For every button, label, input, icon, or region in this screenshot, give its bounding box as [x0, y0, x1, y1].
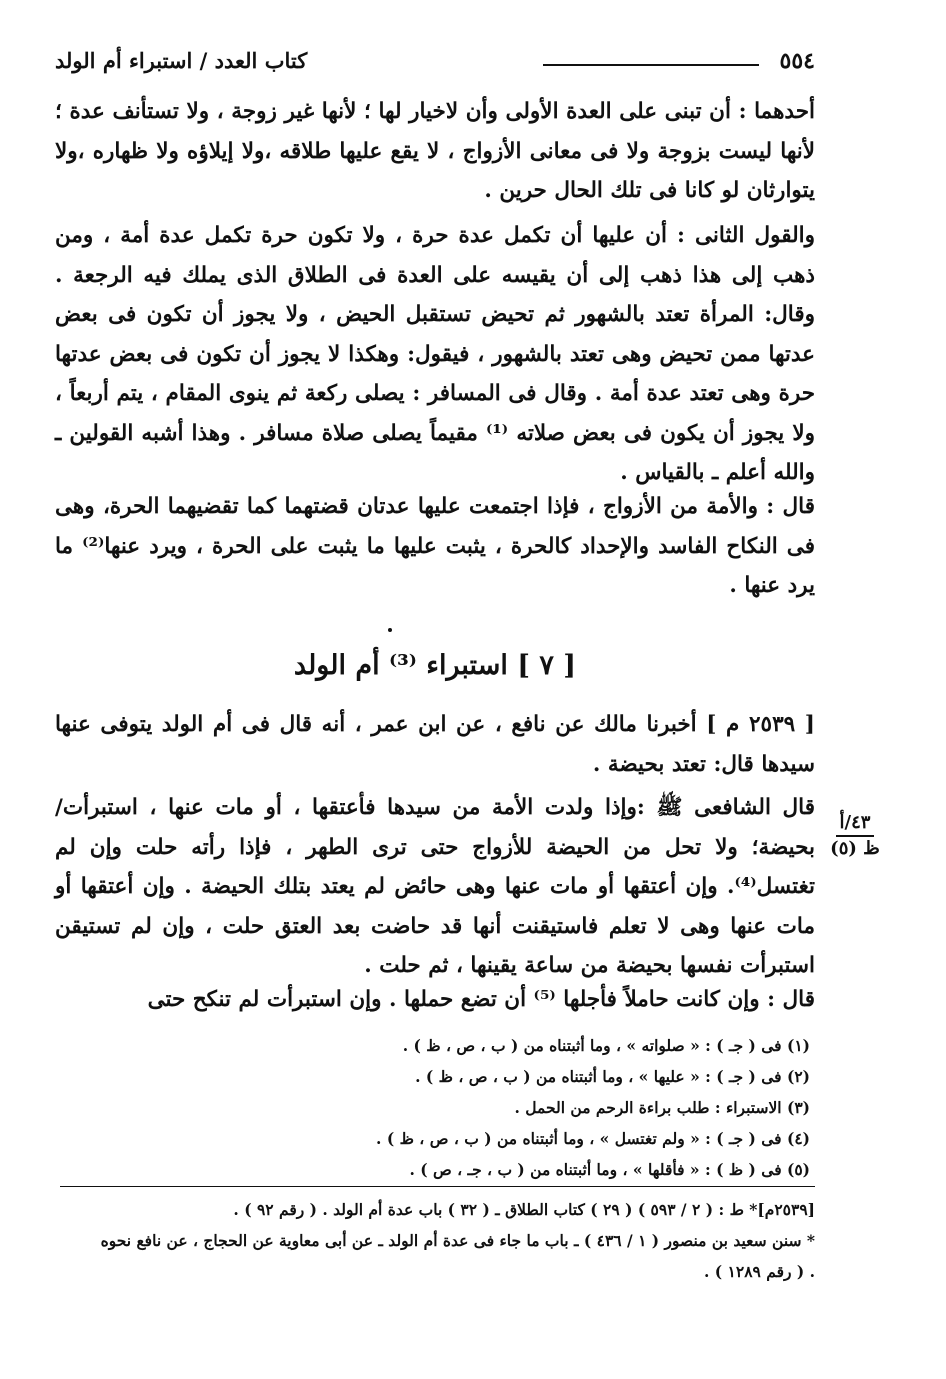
paragraph-text: أخبرنا مالك عن نافع ، عن ابن عمر ، أنه قال فى أم الولد يتوفى عنها سيدها قال: تعتد بحيضة .	[55, 712, 815, 777]
footnote-1: (١) فى ( جـ ) : « صلواته » ، وما أثبتناه من ( ب ، ص ، ظ ) .	[402, 1036, 810, 1055]
section-title: [ ٧ ] استبراء ⁽³⁾ أم الولد	[293, 650, 577, 681]
page-header	[55, 44, 815, 84]
source-references	[100, 1194, 815, 1287]
margin-ref-line	[836, 835, 874, 837]
hadith-number: [ ٢٥٣٩ م ]	[706, 712, 815, 737]
paragraph-6	[55, 980, 815, 1020]
footnote-2: (٢) فى ( جـ ) : « عليها » ، وما أثبتناه من ( ب ، ص ، ظ ) .	[415, 1067, 810, 1086]
paragraph-text: أن تبنى على العدة الأولى وأن لاخيار لها ؛ لأنها غير زوجة ، ولا تستأنف عدة ؛ لأنها ليست بزوجة ولا فى معانى الأزواج ، لا يقع عليها طلاقه ،ولا إيلاؤه ولا ظهاره ،ولا يتوارثان لو كانا فى تلك الحال حرين .	[55, 99, 815, 203]
paragraph-text: وإذا ولدت الأمة من سيدها فأعتقها ، أو مات عنها ، استبرأت/ بحيضة؛ ولا تحل من الحيضة للأزواج حتى ترى الطهر ، فإذا رأته حلت وإن لم تغتسل⁽⁴⁾. وإن أعتقها أو مات عنها وهى حائض لم يعتد بتلك الحيضة . وإن أعتقها أو مات عنها وهى لا تعلم فاستيقنت أنها قد حاضت بعد العتق حلت ، وإن لم تستيقن استبرأت نفسها بحيضة من ساعة يقينها ، ثم حلت .	[55, 795, 815, 978]
paragraph-text: وإن كانت حاملاً فأجلها ⁽⁵⁾ أن تضع حملها . وإن استبرأت لم تنكح حتى	[147, 987, 768, 1012]
paragraph-1	[55, 92, 815, 211]
paragraph-lead: والقول الثانى :	[677, 223, 815, 248]
running-title: كتاب العدد / استبراء أم الولد	[55, 48, 308, 73]
header-rule	[543, 64, 759, 66]
page-number: ٥٥٤	[779, 48, 815, 74]
margin-ref-top: ٤٣/أ	[839, 812, 871, 833]
paragraph-3	[55, 487, 815, 606]
paragraph-4	[55, 705, 815, 784]
paragraph-2	[55, 216, 815, 493]
source-ref-2: * سنن سعيد بن منصور ( ١ / ٤٣٦ ) ـ باب ما جاء فى عدة أم الولد ـ عن أبى معاوية عن الحجاج ، عن نافع نحوه . ( رقم ١٢٨٩ ) .	[100, 1231, 815, 1281]
paragraph-text: والأمة من الأزواج ، فإذا اجتمعت عليها عدتان قضتهما كما تقضيهما الحرة، وهى فى النكاح الفاسد والإحداد كالحرة ، يثبت عليها ما يثبت على الحرة ، ويرد عنها⁽²⁾ ما يرد عنها .	[55, 494, 815, 598]
paragraph-lead: أحدهما :	[738, 99, 815, 124]
footnote-3: (٣) الاستبراء : طلب براءة الرحم من الحمل .	[514, 1098, 810, 1117]
paragraph-lead: قال :	[766, 494, 815, 519]
paragraph-lead: قال :	[767, 987, 815, 1012]
margin-ref-bottom: ظ (٥)	[830, 838, 880, 859]
footnote-5: (٥) فى ( ظ ) : « فأقلها » ، وما أثبتناه من ( ب ، جـ ، ص ) .	[409, 1160, 810, 1179]
paragraph-lead: قال الشافعى ﷺ :	[636, 795, 815, 820]
source-ref-1: [٢٥٣٩م]* ط : ( ٢ / ٥٩٣ ) ( ٢٩ ) كتاب الطلاق ـ ( ٣٢ ) باب عدة أم الولد . ( رقم ٩٢ ) .	[233, 1200, 815, 1219]
footnotes	[330, 1030, 810, 1185]
footnote-4: (٤) فى ( جـ ) : « ولم تغتسل » ، وما أثبتناه من ( ب ، ص ، ظ ) .	[376, 1129, 810, 1148]
sources-divider	[60, 1186, 815, 1187]
paragraph-text: أن عليها أن تكمل عدة حرة ، ولا تكون حرة تكمل عدة أمة ، ومن ذهب إلى هذا ذهب إلى أن يقيسه على العدة فى الطلاق الذى يملك فيه الرجعة . وقال: المرأة تعتد بالشهور ثم تحيض تستقبل الحيض ، ولا يجوز أن تكون فى بعض عدتها ممن تحيض وهى تعتد بالشهور ، فيقول: وهكذا لا يجوز أن تكون فى بعض عدتها حرة وهى تعتد عدة أمة . وقال فى المسافر : يصلى ركعة ثم ينوى المقام ، يتم أربعاً ، ولا يجوز أن يكون فى بعض صلاته ⁽¹⁾ مقيماً يصلى صلاة مسافر . وهذا أشبه القولين ـ والله أعلم ـ بالقياس .	[55, 223, 815, 485]
margin-reference	[830, 812, 880, 860]
paragraph-5	[55, 788, 815, 986]
dot-mark	[388, 628, 392, 632]
